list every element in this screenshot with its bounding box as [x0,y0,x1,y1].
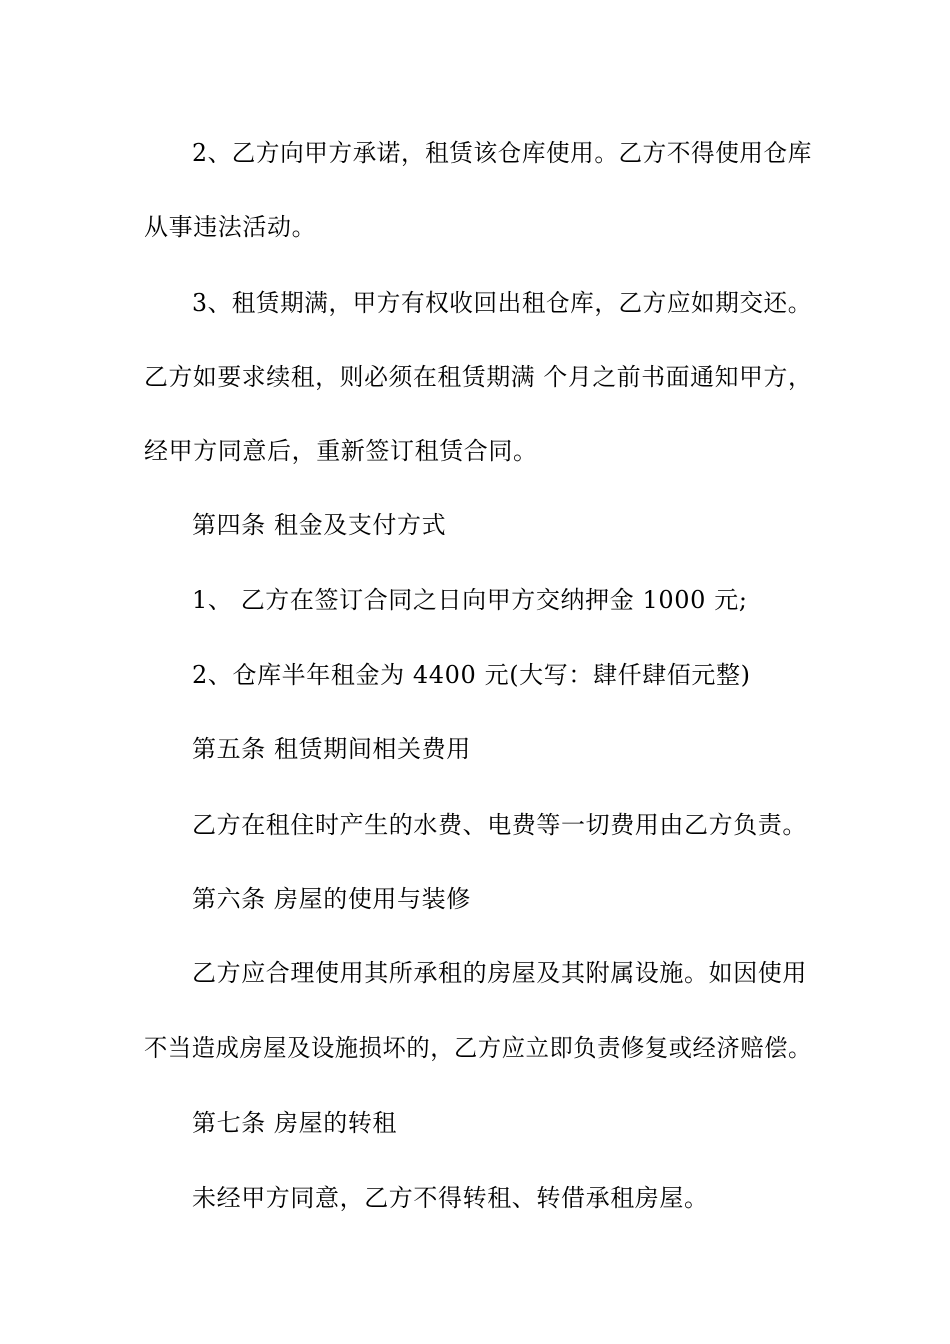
clause-7-heading: 第七条 房屋的转租 [192,1109,398,1137]
clause-3-item-2-line-1: 2、乙方向甲方承诺，租赁该仓库使用。乙方不得使用仓库 [192,139,812,167]
clause-3-item-3-line-2: 乙方如要求续租，则必须在租赁期满 个月之前书面通知甲方， [144,363,813,391]
clause-5-heading: 第五条 租赁期间相关费用 [192,735,471,763]
clause-3-item-2-line-2: 从事违法活动。 [144,213,317,241]
clause-3-item-3-line-1: 3、租赁期满，甲方有权收回出租仓库，乙方应如期交还。 [192,289,812,317]
clause-7-body: 未经甲方同意，乙方不得转租、转借承租房屋。 [192,1184,709,1212]
clause-6-heading: 第六条 房屋的使用与装修 [192,885,471,913]
clause-3-item-3-line-3: 经甲方同意后，重新签订租赁合同。 [144,437,538,465]
clause-4-item-2: 2、仓库半年租金为 4400 元(大写：肆仟肆佰元整) [192,661,751,689]
clause-6-body-line-1: 乙方应合理使用其所承租的房屋及其附属设施。如因使用 [192,959,807,987]
clause-5-body: 乙方在租住时产生的水费、电费等一切费用由乙方负责。 [192,811,807,839]
clause-4-item-1: 1、 乙方在签订合同之日向甲方交纳押金 1000 元; [192,586,748,614]
clause-6-body-line-2: 不当造成房屋及设施损坏的，乙方应立即负责修复或经济赔偿。 [144,1034,812,1062]
clause-4-heading: 第四条 租金及支付方式 [192,511,447,539]
